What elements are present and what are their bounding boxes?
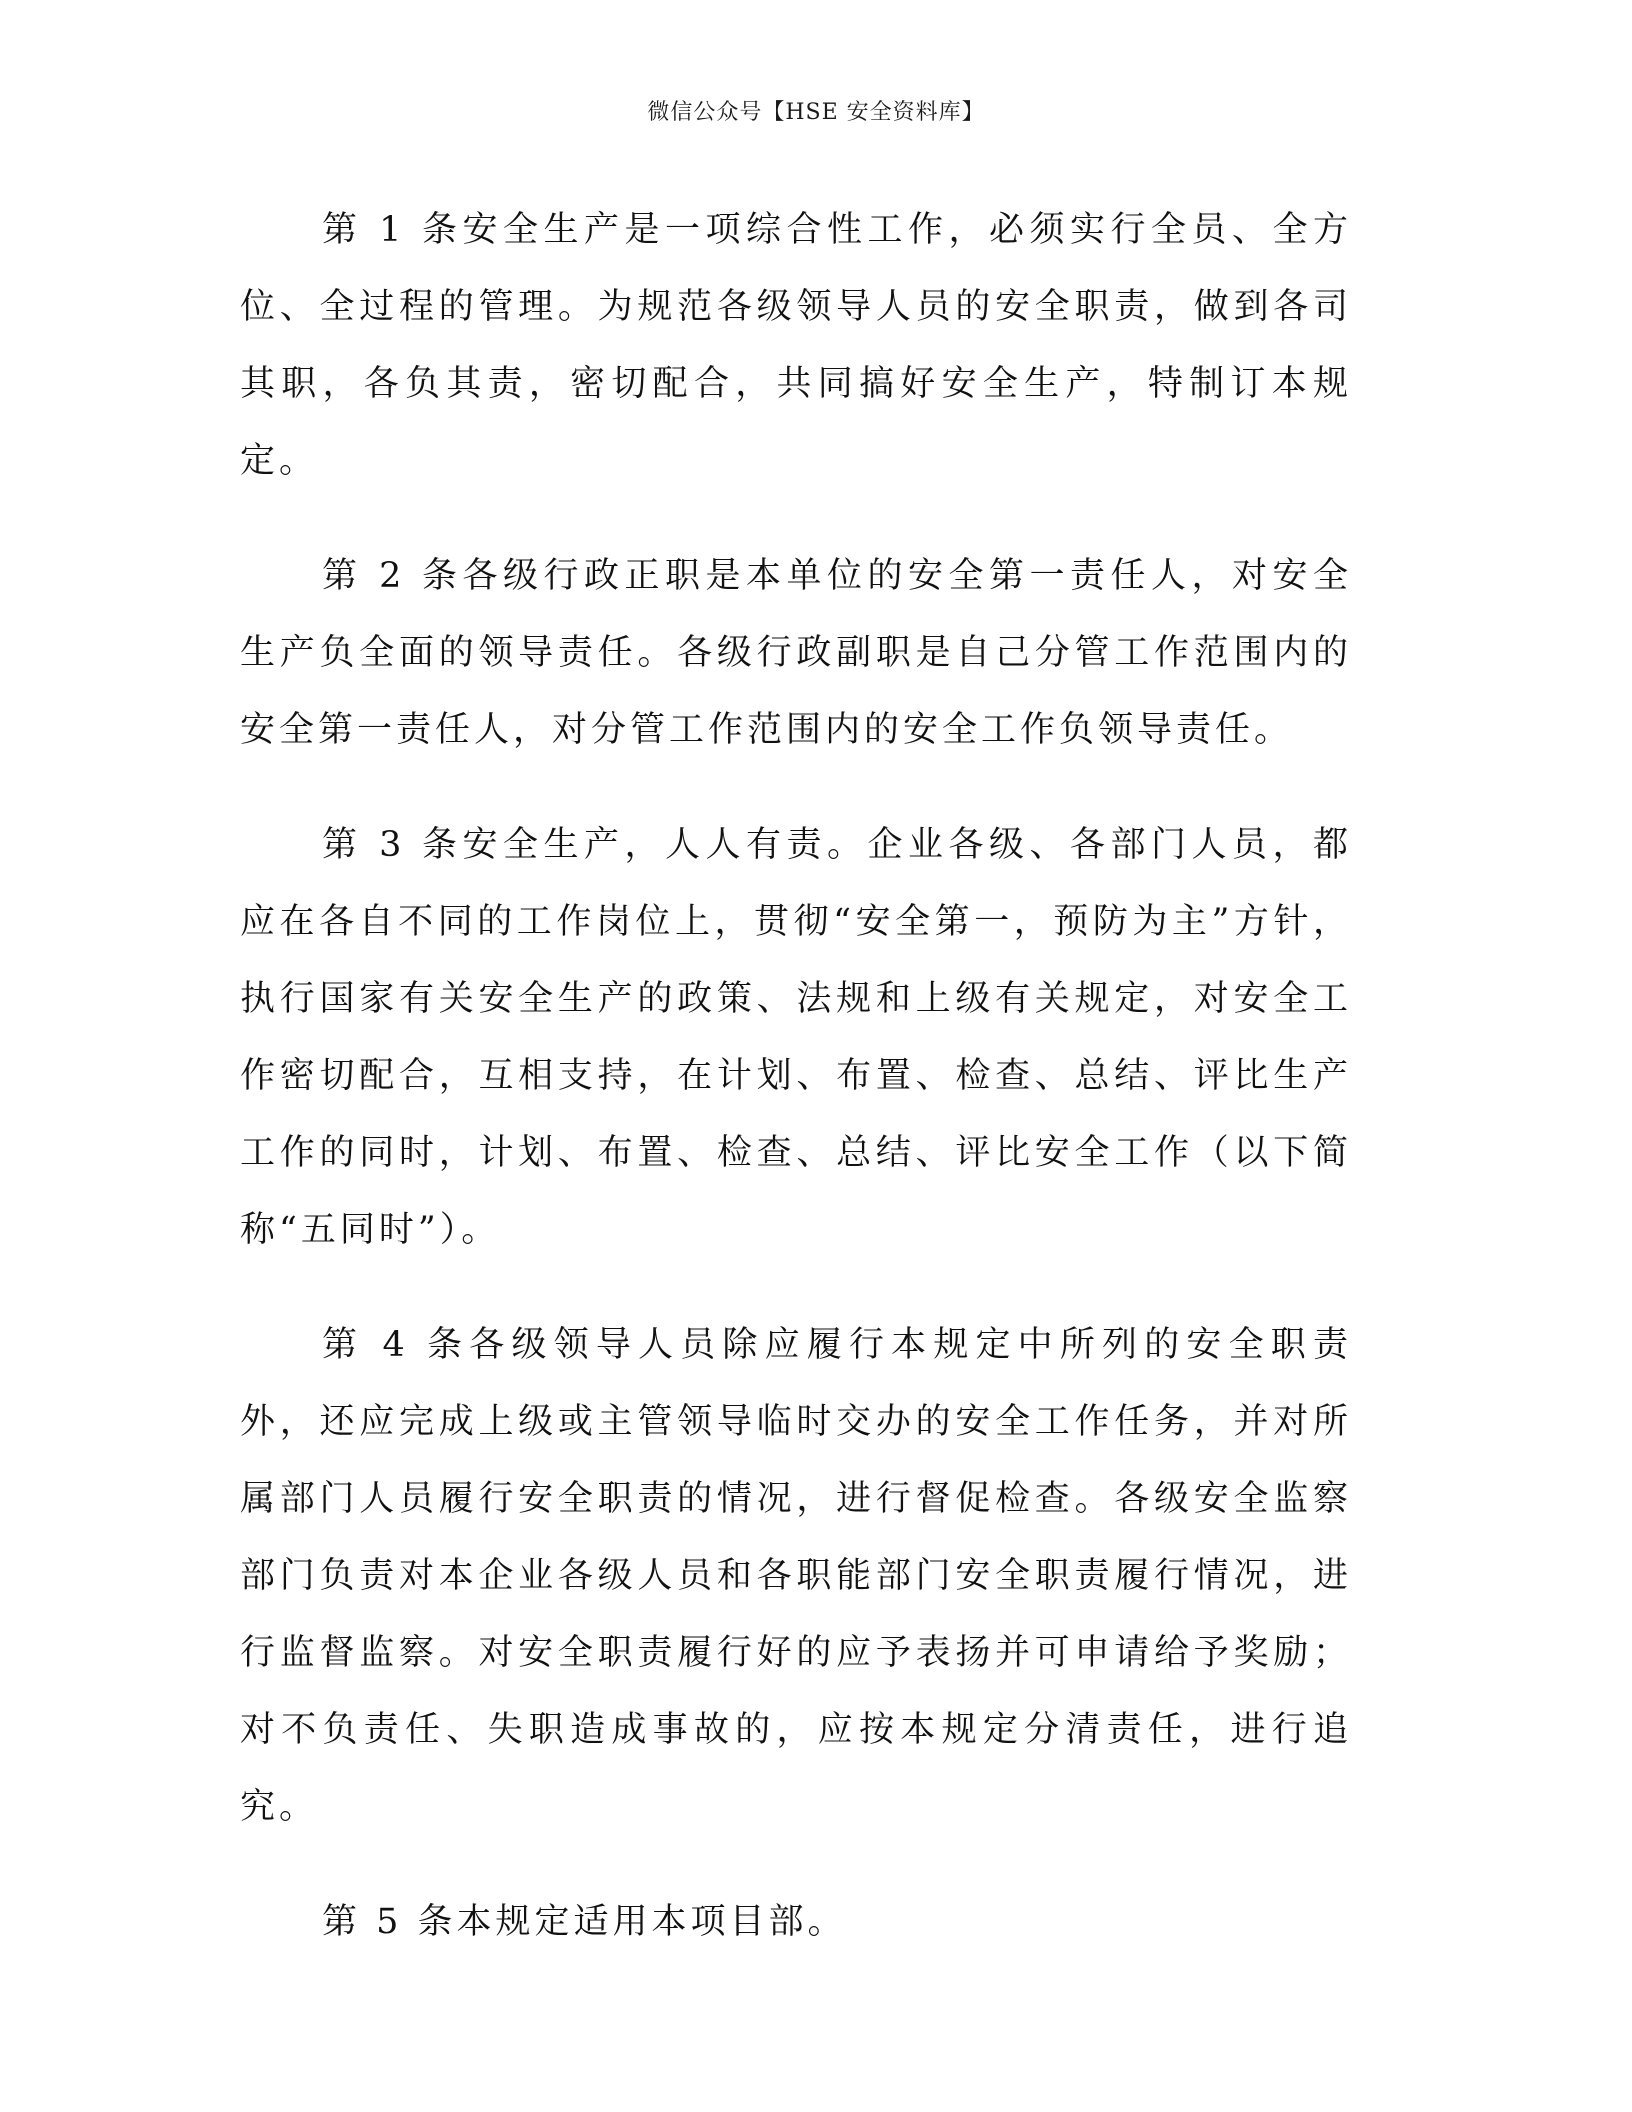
article-1: 第 1 条安全生产是一项综合性工作，必须实行全员、全方位、全过程的管理。为规范各级领导人员的安全职责，做到各司其职，各负其责，密切配合，共同搞好安全生产，特制订本规定。 [240,210,1352,481]
article-2: 第 2 条各级行政正职是本单位的安全第一责任人，对安全生产负全面的领导责任。各级行政副职是自己分管工作范围内的安全第一责任人，对分管工作范围内的安全工作负领导责任。 [240,556,1352,750]
article-3: 第 3 条安全生产，人人有责。企业各级、各部门人员，都应在各自不同的工作岗位上，贯彻“安全第一，预防为主”方针，执行国家有关安全生产的政策、法规和上级有关规定，对安全工作密切配合，互相支持，在计划、布置、检查、总结、评比生产工作的同时，计划、布置、检查、总结、评比安全工作（以下简称“五同时”）。 [240,825,1352,1250]
page-header: 微信公众号【HSE 安全资料库】 [647,100,985,125]
document-body [240,192,1352,1999]
article-4: 第 4 条各级领导人员除应履行本规定中所列的安全职责外，还应完成上级或主管领导临时交办的安全工作任务，并对所属部门人员履行安全职责的情况，进行督促检查。各级安全监察部门负责对本企业各级人员和各职能部门安全职责履行情况，进行监督监察。对安全职责履行好的应予表扬并可申请给予奖励；对不负责任、失职造成事故的，应按本规定分清责任，进行追究。 [240,1325,1352,1827]
article-5: 第 5 条本规定适用本项目部。 [322,1902,847,1942]
